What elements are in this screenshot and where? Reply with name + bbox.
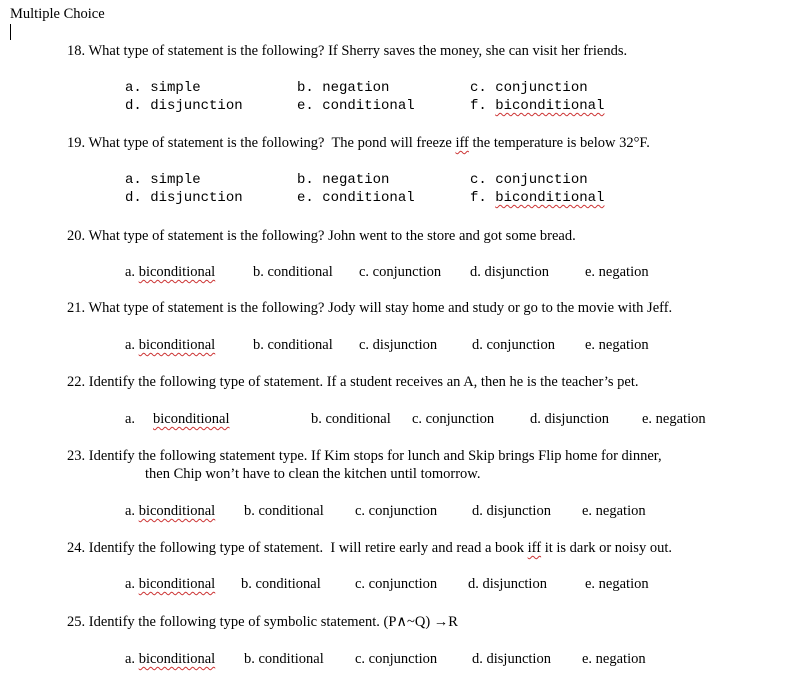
- q25-option-c: c. conjunction: [355, 651, 438, 667]
- q22-option-a: biconditional: [153, 411, 230, 427]
- q23-option-c: c. conjunction: [355, 503, 438, 519]
- q21-option-a: a. biconditional: [125, 337, 216, 353]
- q20-option-d: d. disjunction: [470, 264, 549, 280]
- q21-option-c: c. disjunction: [359, 337, 438, 353]
- q18-option-d: d. disjunction: [125, 98, 243, 114]
- q24-option-b: b. conditional: [241, 576, 321, 592]
- q18-option-e: e. conditional: [297, 98, 415, 114]
- q20-option-b: b. conditional: [253, 264, 333, 280]
- q21-option-b: b. conditional: [253, 337, 333, 353]
- q19-option-e: e. conditional: [297, 190, 415, 206]
- q23-option-d: d. disjunction: [472, 503, 551, 519]
- question-20-text: 20. What type of statement is the following? John went to the store and got some bread.: [67, 228, 576, 244]
- q18-option-f: f. biconditional: [470, 98, 605, 114]
- q19-option-c: c. conjunction: [470, 172, 588, 188]
- q25-option-a: a. biconditional: [125, 651, 216, 667]
- q21-option-d: d. conjunction: [472, 337, 555, 353]
- question-24-text: 24. Identify the following type of statement. I will retire early and read a book iff it is dark or noisy out.: [67, 540, 672, 556]
- question-19-text: 19. What type of statement is the following? The pond will freeze iff the temperature is below 32°F.: [67, 135, 650, 151]
- q24-option-a: a. biconditional: [125, 576, 216, 592]
- q20-option-c: c. conjunction: [359, 264, 442, 280]
- q22-option-d: d. disjunction: [530, 411, 609, 427]
- question-22-text: 22. Identify the following type of statement. If a student receives an A, then he is the teacher’s pet.: [67, 374, 639, 390]
- q23-option-a: a. biconditional: [125, 503, 216, 519]
- page-title: Multiple Choice: [10, 6, 105, 22]
- q25-option-e: e. negation: [582, 651, 646, 667]
- question-21-text: 21. What type of statement is the following? Jody will stay home and study or go to the movie with Jeff.: [67, 300, 673, 316]
- q22-option-e: e. negation: [642, 411, 706, 427]
- q23-option-b: b. conditional: [244, 503, 324, 519]
- question-25-text: 25. Identify the following type of symbolic statement. (P∧~Q) →R: [67, 614, 458, 630]
- q19-option-f: f. biconditional: [470, 190, 605, 206]
- q23-option-e: e. negation: [582, 503, 646, 519]
- q19-option-d: d. disjunction: [125, 190, 243, 206]
- q18-option-b: b. negation: [297, 80, 390, 96]
- q25-option-b: b. conditional: [244, 651, 324, 667]
- q22-option-b: b. conditional: [311, 411, 391, 427]
- text-cursor: [10, 24, 11, 40]
- question-23-text-line1: 23. Identify the following statement type. If Kim stops for lunch and Skip brings Flip home for dinner,: [67, 448, 662, 464]
- question-23-text-line2: then Chip won’t have to clean the kitchen until tomorrow.: [145, 466, 481, 482]
- q24-option-d: d. disjunction: [468, 576, 547, 592]
- q20-option-e: e. negation: [585, 264, 649, 280]
- q25-option-d: d. disjunction: [472, 651, 551, 667]
- q18-option-c: c. conjunction: [470, 80, 588, 96]
- q24-option-c: c. conjunction: [355, 576, 438, 592]
- q24-option-e: e. negation: [585, 576, 649, 592]
- question-18-text: 18. What type of statement is the following? If Sherry saves the money, she can visit her friends.: [67, 43, 628, 59]
- q19-option-b: b. negation: [297, 172, 390, 188]
- q18-option-a: a. simple: [125, 80, 201, 96]
- q19-option-a: a. simple: [125, 172, 201, 188]
- q20-option-a: a. biconditional: [125, 264, 216, 280]
- q22-option-a-label: a.: [125, 411, 136, 427]
- q21-option-e: e. negation: [585, 337, 649, 353]
- q22-option-c: c. conjunction: [412, 411, 495, 427]
